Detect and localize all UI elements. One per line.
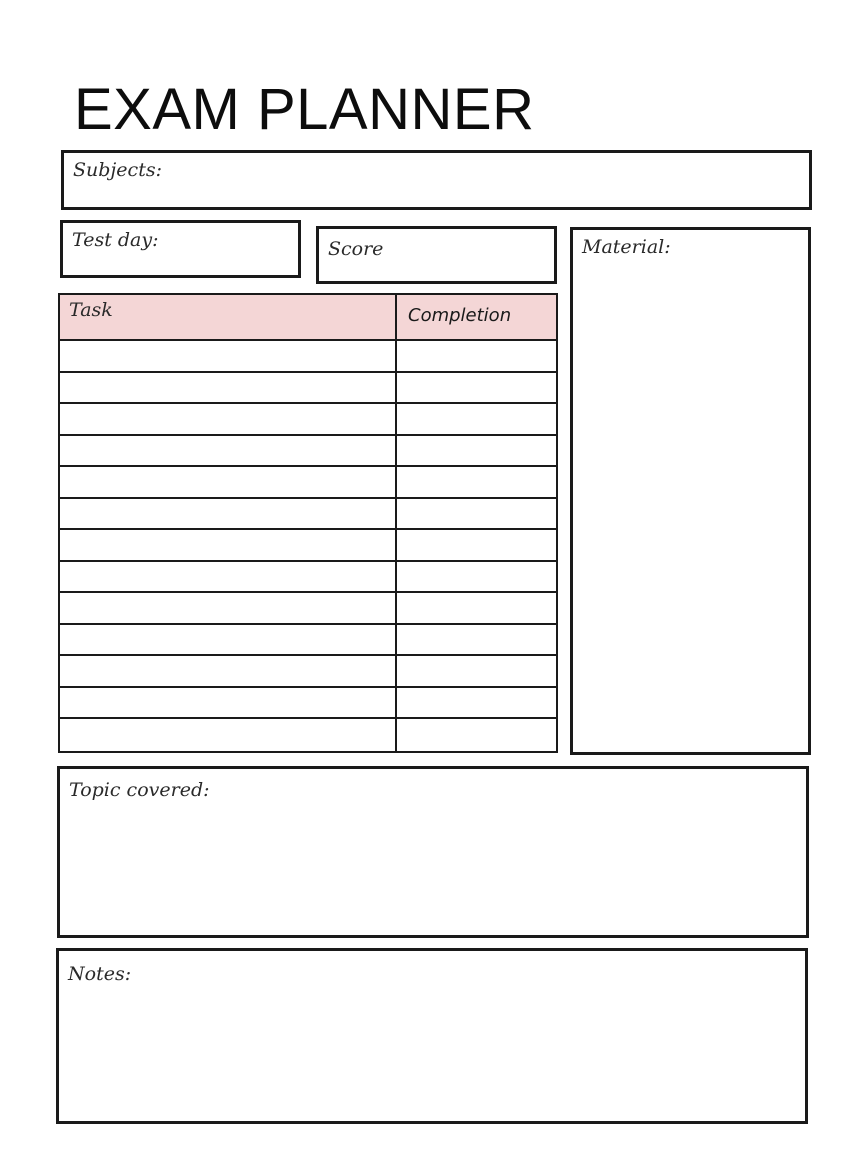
material-field[interactable] <box>570 227 811 755</box>
completion-column-header <box>397 295 556 341</box>
topic-covered-field[interactable] <box>57 766 809 938</box>
completion-cell[interactable] <box>397 625 556 657</box>
test-day-label: Test day: <box>72 229 159 251</box>
task-header-label: Task <box>69 299 113 321</box>
page-title: EXAM PLANNER <box>74 77 535 142</box>
completion-cell[interactable] <box>397 373 556 405</box>
subjects-label: Subjects: <box>73 159 162 181</box>
task-cell[interactable] <box>60 499 397 531</box>
task-cell[interactable] <box>60 436 397 468</box>
task-table <box>58 293 558 753</box>
task-cell[interactable] <box>60 341 397 373</box>
task-cell[interactable] <box>60 530 397 562</box>
completion-cell[interactable] <box>397 436 556 468</box>
completion-cell[interactable] <box>397 656 556 688</box>
completion-cell[interactable] <box>397 562 556 594</box>
notes-label: Notes: <box>68 963 132 985</box>
task-cell[interactable] <box>60 656 397 688</box>
topic-covered-label: Topic covered: <box>69 779 210 801</box>
task-column-header <box>60 295 397 341</box>
completion-cell[interactable] <box>397 341 556 373</box>
material-label: Material: <box>582 236 671 258</box>
task-cell[interactable] <box>60 404 397 436</box>
completion-cell[interactable] <box>397 719 556 751</box>
task-cell[interactable] <box>60 625 397 657</box>
completion-cell[interactable] <box>397 467 556 499</box>
completion-cell[interactable] <box>397 499 556 531</box>
completion-cell[interactable] <box>397 530 556 562</box>
task-cell[interactable] <box>60 373 397 405</box>
score-label: Score <box>328 238 384 260</box>
task-cell[interactable] <box>60 688 397 720</box>
task-cell[interactable] <box>60 593 397 625</box>
score-field[interactable] <box>316 226 557 284</box>
completion-header-label: Completion <box>408 305 512 326</box>
notes-field[interactable] <box>56 948 808 1124</box>
completion-cell[interactable] <box>397 688 556 720</box>
subjects-field[interactable] <box>61 150 812 210</box>
task-cell[interactable] <box>60 467 397 499</box>
completion-cell[interactable] <box>397 404 556 436</box>
test-day-field[interactable] <box>60 220 301 278</box>
completion-cell[interactable] <box>397 593 556 625</box>
task-cell[interactable] <box>60 719 397 751</box>
task-cell[interactable] <box>60 562 397 594</box>
